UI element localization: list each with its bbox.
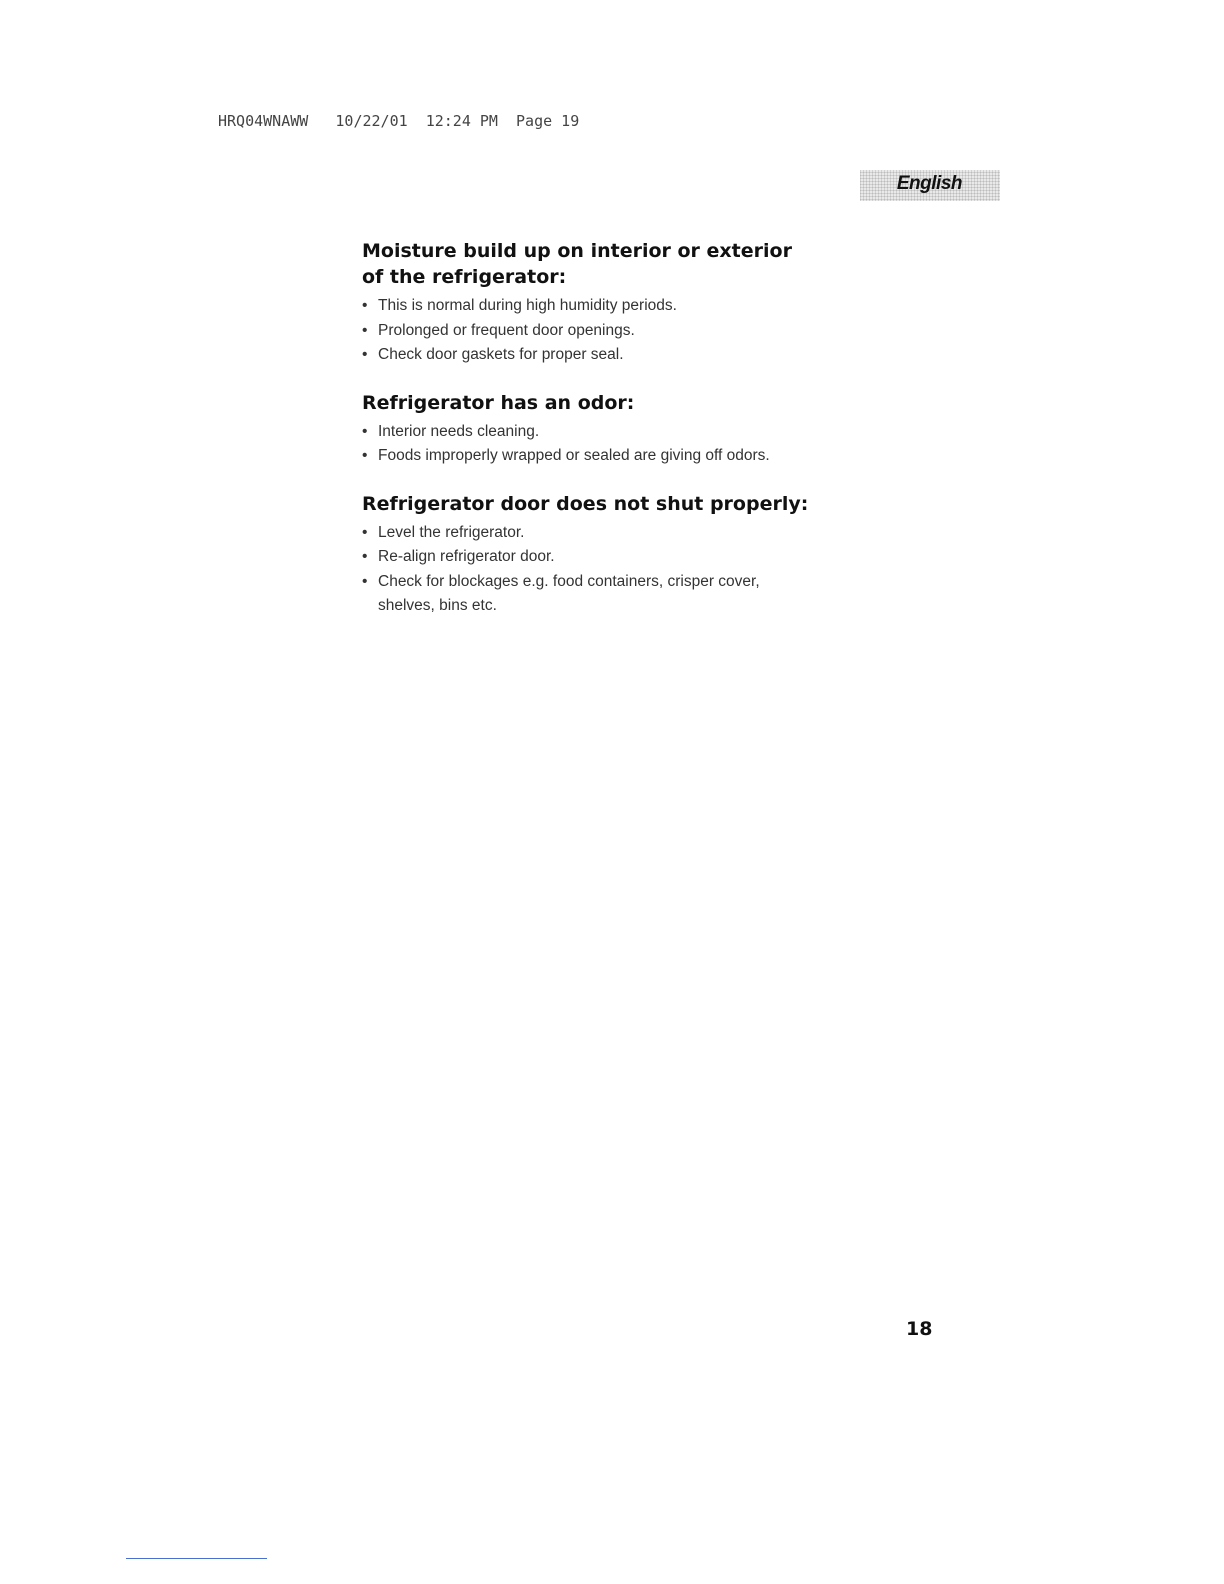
list-item-text: Interior needs cleaning.	[378, 422, 540, 440]
bullet-icon: •	[362, 447, 368, 464]
language-tab	[860, 170, 1000, 201]
bullet-icon: •	[362, 422, 368, 440]
list-item	[362, 570, 922, 619]
bullet-icon: •	[362, 346, 368, 363]
bullet-list	[362, 521, 922, 619]
list-item-text: Re-align refrigerator door.	[378, 548, 555, 565]
list-item-text: Check for blockages e.g. food containers, crisper cover, shelves, bins etc.	[378, 572, 760, 614]
list-item	[362, 545, 922, 570]
section-heading: Refrigerator has an odor:	[362, 391, 635, 414]
section-heading: Refrigerator door does not shut properly:	[362, 492, 809, 515]
list-item-text: Check door gaskets for proper seal.	[378, 346, 624, 363]
bullet-list	[362, 294, 922, 368]
page-number: 18	[906, 1318, 933, 1340]
bullet-icon: •	[362, 523, 368, 541]
list-item-text: Level the refrigerator.	[378, 523, 525, 541]
print-time: 12:24 PM	[425, 112, 498, 130]
bullet-icon: •	[362, 548, 368, 565]
list-item	[362, 420, 922, 445]
print-date: 10/22/01	[335, 112, 408, 130]
print-header	[218, 112, 579, 130]
list-item	[362, 521, 922, 546]
bullet-icon: •	[362, 321, 368, 339]
bullet-icon: •	[362, 297, 368, 314]
footer-rule	[126, 1558, 267, 1559]
list-item	[362, 444, 922, 469]
print-page-label: Page 19	[516, 112, 580, 130]
print-code: HRQ04WNAWW	[218, 112, 309, 130]
bullet-list	[362, 420, 922, 469]
list-item-text: Foods improperly wrapped or sealed are giving off odors.	[378, 447, 770, 464]
list-item	[362, 319, 922, 344]
list-item-text: Prolonged or frequent door openings.	[378, 321, 635, 339]
section-odor	[362, 390, 922, 469]
list-item	[362, 294, 922, 319]
language-tab-label: English	[896, 173, 962, 194]
section-moisture	[362, 238, 922, 368]
list-item-text: This is normal during high humidity periods.	[378, 297, 677, 314]
troubleshooting-content	[362, 238, 922, 641]
section-heading: Moisture build up on interior or exterior of the refrigerator:	[362, 240, 792, 288]
bullet-icon: •	[362, 572, 368, 590]
list-item	[362, 343, 922, 368]
section-door	[362, 491, 922, 619]
